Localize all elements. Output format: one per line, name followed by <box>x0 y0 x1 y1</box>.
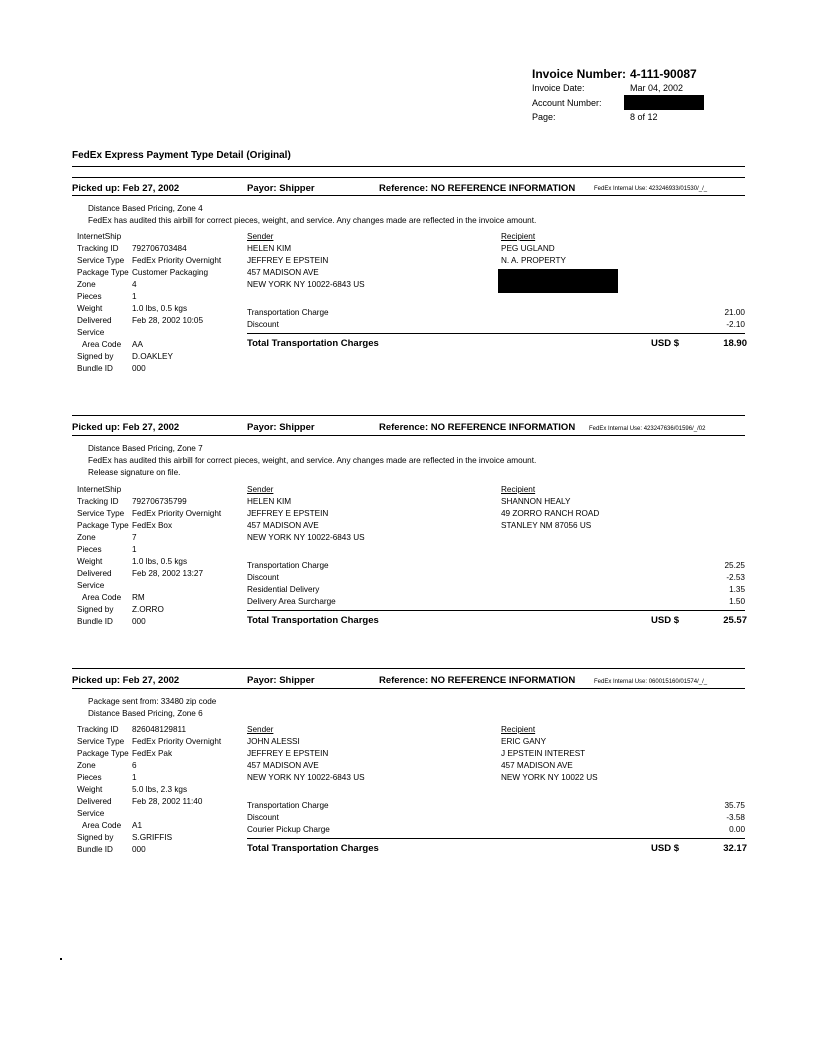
document-title: FedEx Express Payment Type Detail (Original) <box>72 150 291 161</box>
sender-block <box>247 724 365 784</box>
charge-amount: -2.53 <box>726 573 745 582</box>
total-label: Total Transportation Charges <box>247 843 379 854</box>
detail-label: Signed by <box>77 352 114 361</box>
detail-label: Pieces <box>77 773 102 782</box>
detail-label: Area Code <box>82 593 122 602</box>
charge-amount: -3.58 <box>726 813 745 822</box>
detail-label: Package Type <box>77 521 129 530</box>
invoice-date: Mar 04, 2002 <box>630 83 684 93</box>
charge-label: Discount <box>247 573 279 582</box>
detail-label: InternetShip <box>77 232 122 241</box>
recipient-line: 457 MADISON AVE <box>501 761 573 770</box>
reference: Reference: NO REFERENCE INFORMATION <box>379 183 576 194</box>
invoice-number-label: Invoice Number: <box>532 67 627 81</box>
note: FedEx has audited this airbill for correct pieces, weight, and service. Any changes made are reflected in the invoice amount. <box>88 456 537 465</box>
sender-block <box>247 484 365 544</box>
detail-label: Weight <box>77 785 103 794</box>
detail-value: 1 <box>132 773 137 782</box>
detail-labels <box>77 484 129 628</box>
total-rule <box>247 610 745 611</box>
charge-label: Transportation Charge <box>247 801 329 810</box>
reference: Reference: NO REFERENCE INFORMATION <box>379 422 576 433</box>
invoice-number: 4-111-90087 <box>630 67 697 81</box>
detail-label: Zone <box>77 533 96 542</box>
detail-label: Service <box>77 581 105 590</box>
detail-label: InternetShip <box>77 485 122 494</box>
internal-use: FedEx Internal Use: 423246933/01530/_/_ <box>594 186 708 192</box>
note: Distance Based Pricing, Zone 6 <box>88 709 203 718</box>
total-label: Total Transportation Charges <box>247 615 379 626</box>
detail-value: FedEx Pak <box>132 749 173 758</box>
account-number-redaction <box>624 95 704 110</box>
charge-amount: 1.50 <box>729 597 745 606</box>
detail-value <box>132 327 221 339</box>
picked-up-date: Picked up: Feb 27, 2002 <box>72 422 180 433</box>
detail-value: Customer Packaging <box>132 268 208 277</box>
detail-value: FedEx Priority Overnight <box>132 737 222 746</box>
sender-line: JEFFREY E EPSTEIN <box>247 749 329 758</box>
detail-label: Delivered <box>77 316 112 325</box>
charge-label: Courier Pickup Charge <box>247 825 330 834</box>
detail-value: RM <box>132 593 145 602</box>
detail-value: A1 <box>132 821 143 830</box>
detail-value <box>132 580 221 592</box>
sender-line: NEW YORK NY 10022-6843 US <box>247 773 365 782</box>
currency: USD $ <box>651 615 679 626</box>
detail-label: Service <box>77 809 105 818</box>
total-amount: 18.90 <box>723 338 747 349</box>
charge-label: Transportation Charge <box>247 561 329 570</box>
detail-value: 7 <box>132 533 137 542</box>
internal-use: FedEx Internal Use: 060015160/01574/_/_ <box>594 679 708 685</box>
detail-value: FedEx Box <box>132 521 173 530</box>
sender-line: HELEN KIM <box>247 497 292 506</box>
detail-label: Delivered <box>77 569 112 578</box>
shipment-header-rule <box>72 195 745 196</box>
detail-value: 6 <box>132 761 137 770</box>
detail-value: Feb 28, 2002 11:40 <box>132 797 203 806</box>
charge-label: Residential Delivery <box>247 585 320 594</box>
invoice-date-label: Invoice Date: <box>532 83 585 93</box>
detail-value: AA <box>132 340 143 349</box>
total-rule <box>247 838 745 839</box>
detail-label: Signed by <box>77 833 114 842</box>
picked-up-date: Picked up: Feb 27, 2002 <box>72 675 180 686</box>
detail-value: 1.0 lbs, 0.5 kgs <box>132 304 188 313</box>
recipient-address-redaction <box>498 269 618 293</box>
picked-up-date: Picked up: Feb 27, 2002 <box>72 183 180 194</box>
detail-label: Service Type <box>77 737 125 746</box>
detail-label: Area Code <box>82 821 122 830</box>
tracking-id: 826048129811 <box>132 725 187 734</box>
sender-line: JEFFREY E EPSTEIN <box>247 509 329 518</box>
detail-values <box>132 484 221 628</box>
detail-values <box>132 231 221 375</box>
sender-line: JEFFREY E EPSTEIN <box>247 256 329 265</box>
total-amount: 32.17 <box>723 843 747 854</box>
detail-label: Tracking ID <box>77 244 119 253</box>
charge-label: Transportation Charge <box>247 308 329 317</box>
recipient-line: STANLEY NM 87056 US <box>501 521 592 530</box>
recipient-line: 49 ZORRO RANCH ROAD <box>501 509 600 518</box>
recipient-line: PEG UGLAND <box>501 244 555 253</box>
detail-label: Service Type <box>77 256 125 265</box>
detail-label: Package Type <box>77 749 129 758</box>
detail-label: Delivered <box>77 797 112 806</box>
recipient-line: SHANNON HEALY <box>501 497 571 506</box>
sender-line: HELEN KIM <box>247 244 292 253</box>
detail-values <box>132 724 221 856</box>
total-label: Total Transportation Charges <box>247 338 379 349</box>
detail-label: Service Type <box>77 509 125 518</box>
sender-line: JOHN ALESSI <box>247 737 300 746</box>
detail-value: 1 <box>132 292 137 301</box>
total-rule <box>247 333 745 334</box>
detail-value: FedEx Priority Overnight <box>132 509 222 518</box>
detail-label: Pieces <box>77 292 102 301</box>
detail-label: Weight <box>77 557 103 566</box>
recipient-heading: Recipient <box>501 725 536 734</box>
sender-heading: Sender <box>247 725 274 734</box>
detail-label: Weight <box>77 304 103 313</box>
payor: Payor: Shipper <box>247 422 315 433</box>
recipient-line: N. A. PROPERTY <box>501 256 566 265</box>
detail-value: Feb 28, 2002 13:27 <box>132 569 204 578</box>
note: Distance Based Pricing, Zone 7 <box>88 444 203 453</box>
detail-label: Zone <box>77 280 96 289</box>
detail-label: Tracking ID <box>77 497 119 506</box>
sender-heading: Sender <box>247 232 274 241</box>
recipient-block <box>501 484 599 532</box>
detail-value <box>132 808 221 820</box>
recipient-block <box>501 231 566 267</box>
shipment-top-rule <box>72 177 745 178</box>
detail-value: 4 <box>132 280 137 289</box>
detail-value: 5.0 lbs, 2.3 kgs <box>132 785 188 794</box>
note: FedEx has audited this airbill for correct pieces, weight, and service. Any changes made are reflected in the invoice amount. <box>88 216 537 225</box>
page-label: Page: <box>532 112 556 122</box>
recipient-line: NEW YORK NY 10022 US <box>501 773 598 782</box>
charge-amount: -2.10 <box>726 320 745 329</box>
charge-label: Delivery Area Surcharge <box>247 597 336 606</box>
detail-value: Feb 28, 2002 10:05 <box>132 316 204 325</box>
charge-label: Discount <box>247 320 279 329</box>
detail-value <box>132 231 221 243</box>
payor: Payor: Shipper <box>247 183 315 194</box>
shipment-top-rule <box>72 668 745 669</box>
detail-value: FedEx Priority Overnight <box>132 256 222 265</box>
detail-label: Service <box>77 328 105 337</box>
shipment-header-rule <box>72 688 745 689</box>
recipient-block <box>501 724 598 784</box>
detail-value: Z.ORRO <box>132 605 164 614</box>
charge-label: Discount <box>247 813 279 822</box>
detail-label: Bundle ID <box>77 845 113 854</box>
stray-mark <box>60 958 62 960</box>
detail-label: Pieces <box>77 545 102 554</box>
charge-amount: 0.00 <box>729 825 745 834</box>
detail-value: D.OAKLEY <box>132 352 173 361</box>
detail-value: 000 <box>132 845 146 854</box>
note: Package sent from: 33480 zip code <box>88 697 217 706</box>
charge-amount: 35.75 <box>724 801 745 810</box>
detail-value: 1.0 lbs, 0.5 kgs <box>132 557 188 566</box>
detail-labels <box>77 724 129 856</box>
sender-block <box>247 231 365 291</box>
internal-use: FedEx Internal Use: 423247636/01596/_/02 <box>589 426 706 432</box>
detail-labels <box>77 231 129 375</box>
charge-amount: 25.25 <box>724 561 745 570</box>
detail-value: 000 <box>132 364 146 373</box>
recipient-line: J EPSTEIN INTEREST <box>501 749 586 758</box>
detail-label: Bundle ID <box>77 364 113 373</box>
detail-label: Bundle ID <box>77 617 113 626</box>
detail-label: Area Code <box>82 340 122 349</box>
note: Release signature on file. <box>88 468 181 477</box>
detail-label: Package Type <box>77 268 129 277</box>
detail-label: Tracking ID <box>77 725 119 734</box>
recipient-line: ERIC GANY <box>501 737 547 746</box>
reference: Reference: NO REFERENCE INFORMATION <box>379 675 576 686</box>
charge-amount: 1.35 <box>729 585 745 594</box>
sender-line: 457 MADISON AVE <box>247 268 319 277</box>
sender-heading: Sender <box>247 485 274 494</box>
sender-line: NEW YORK NY 10022-6843 US <box>247 533 365 542</box>
detail-value <box>132 484 221 496</box>
detail-value: 1 <box>132 545 137 554</box>
note: Distance Based Pricing, Zone 4 <box>88 204 203 213</box>
page-value: 8 of 12 <box>630 112 658 122</box>
sender-line: 457 MADISON AVE <box>247 761 319 770</box>
detail-label: Zone <box>77 761 96 770</box>
title-rule <box>72 166 745 167</box>
currency: USD $ <box>651 338 679 349</box>
currency: USD $ <box>651 843 679 854</box>
payor: Payor: Shipper <box>247 675 315 686</box>
account-number-label: Account Number: <box>532 98 602 108</box>
tracking-id: 792706703484 <box>132 244 187 253</box>
tracking-id: 792706735799 <box>132 497 187 506</box>
total-amount: 25.57 <box>723 615 747 626</box>
recipient-heading: Recipient <box>501 485 536 494</box>
detail-value: S.GRIFFIS <box>132 833 173 842</box>
shipment-header-rule <box>72 435 745 436</box>
charge-amount: 21.00 <box>724 308 745 317</box>
recipient-heading: Recipient <box>501 232 536 241</box>
detail-value: 000 <box>132 617 146 626</box>
sender-line: NEW YORK NY 10022-6843 US <box>247 280 365 289</box>
detail-label: Signed by <box>77 605 114 614</box>
shipment-top-rule <box>72 415 745 416</box>
sender-line: 457 MADISON AVE <box>247 521 319 530</box>
